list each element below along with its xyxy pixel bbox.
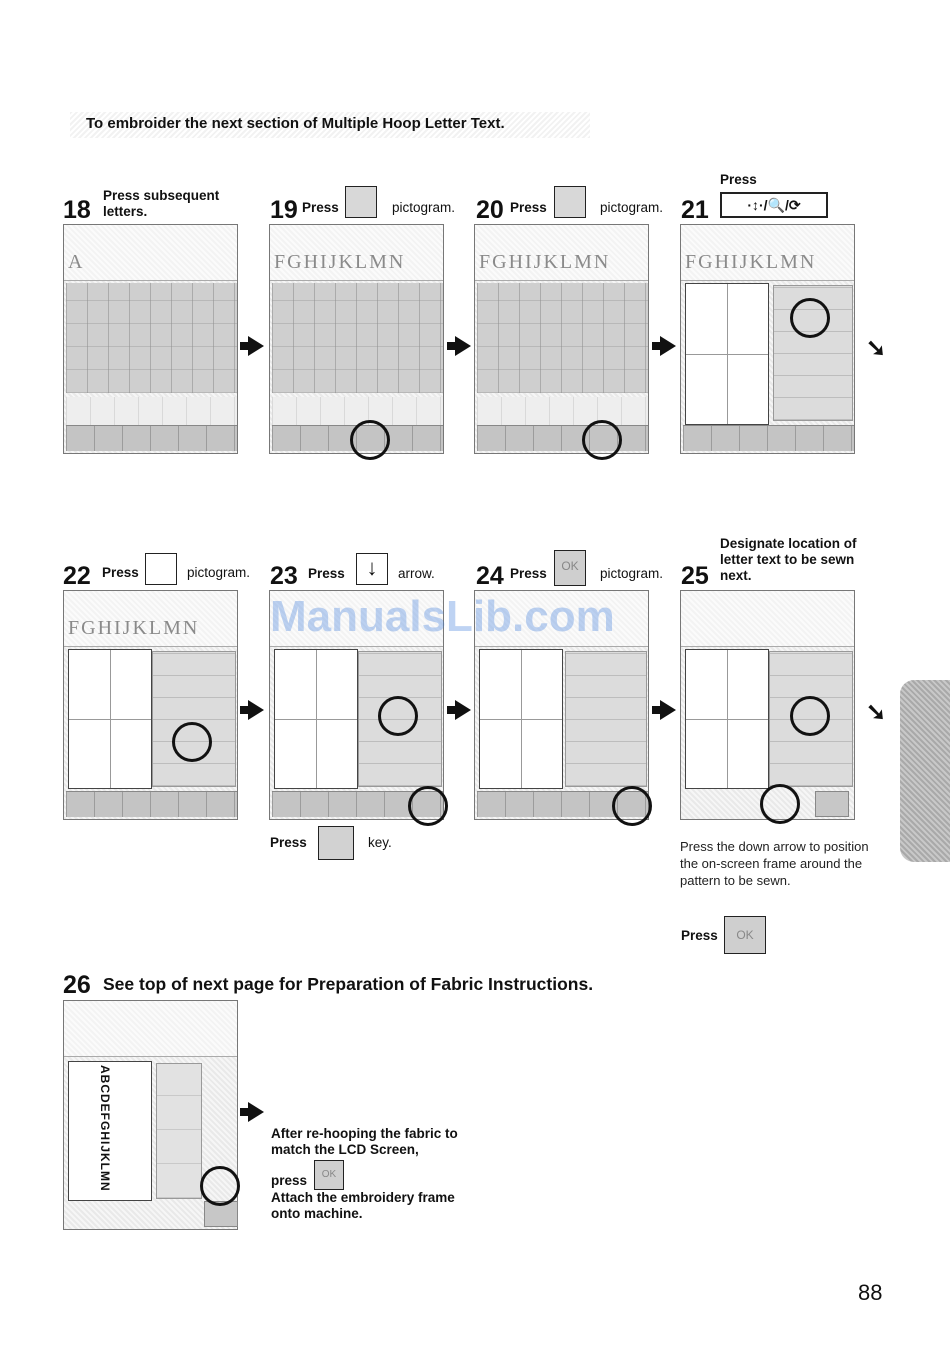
step-25-description: Press the down arrow to position the on-screen frame around the pattern to be sewn. (680, 839, 869, 888)
step-19-after: pictogram. (392, 200, 456, 215)
frame-move-pictogram-icon (145, 553, 177, 585)
lcd-text: FGHIJKLMN (274, 251, 406, 273)
highlight-circle (378, 696, 418, 736)
step-23-after: arrow. (398, 566, 435, 581)
step-26-after2: Attach the embroidery frame onto machine. (271, 1190, 455, 1221)
step-20-number: 20 (476, 196, 504, 224)
step-20-press: Press (510, 200, 547, 215)
down-arrow-button: ↓ (356, 553, 388, 585)
step-26-label: See top of next page for Preparation of Fabric Instructions. (103, 974, 594, 994)
arrow-right-icon (660, 700, 676, 720)
step-24-number: 24 (476, 562, 504, 590)
highlight-circle (790, 696, 830, 736)
move-pictogram-icon (554, 186, 586, 218)
arrow-right-icon (660, 336, 676, 356)
lcd-text: A (68, 251, 85, 273)
step-18-number: 18 (63, 196, 91, 224)
step-18-label: Press subsequent letters. (103, 188, 220, 219)
lcd-screen-22 (63, 590, 238, 820)
watermark: ManualsLib.com (270, 592, 615, 641)
step-22-press: Press (102, 565, 139, 580)
arrow-down-left-icon: ➘ (866, 699, 887, 726)
ok-button-icon: OK (314, 1160, 344, 1190)
arrow-down-left-icon: ➘ (866, 335, 887, 362)
lcd-screen-21 (680, 224, 855, 454)
ok-pictogram-icon: OK (554, 550, 586, 586)
step-23-sub-press: Press (270, 835, 307, 850)
step-19-number: 19 (270, 196, 298, 224)
arrow-right-icon (248, 700, 264, 720)
frame-letter-text: ABCDEFGHIJKLMN (98, 1065, 112, 1192)
step-20-after: pictogram. (600, 200, 664, 215)
step-25-number: 25 (681, 562, 709, 590)
step-25-press: Press (681, 928, 718, 943)
arrow-right-icon (248, 1102, 264, 1122)
highlight-circle (760, 784, 800, 824)
close-key-icon (318, 826, 354, 860)
lcd-screen-20 (474, 224, 649, 454)
arrow-right-icon (455, 336, 471, 356)
step-23-sub-after: key. (368, 835, 392, 850)
step-23-number: 23 (270, 562, 298, 590)
lcd-screen-19 (269, 224, 444, 454)
frame-pictogram-icon (345, 186, 377, 218)
highlight-circle (350, 420, 390, 460)
highlight-circle (612, 786, 652, 826)
step-24-press: Press (510, 566, 547, 581)
lcd-text: FGHIJKLMN (685, 251, 817, 273)
step-22-number: 22 (63, 562, 91, 590)
highlight-circle (790, 298, 830, 338)
step-19-press: Press (302, 200, 339, 215)
lcd-text: FGHIJKLMN (479, 251, 611, 273)
step-26-press: press (271, 1173, 308, 1188)
section-heading: To embroider the next section of Multiple Hoop Letter Text. (70, 112, 590, 138)
highlight-circle (408, 786, 448, 826)
highlight-circle (200, 1166, 240, 1206)
arrow-right-icon (455, 700, 471, 720)
step-25-label: Designate location of letter text to be sewn next. (720, 536, 857, 583)
step-21-number: 21 (681, 196, 709, 224)
ok-button-icon: OK (724, 916, 766, 954)
page-number: 88 (858, 1280, 883, 1305)
step-26-number: 26 (63, 971, 91, 999)
step-23-press: Press (308, 566, 345, 581)
step-21-press: Press (720, 172, 757, 187)
lcd-screen-18 (63, 224, 238, 454)
highlight-circle (172, 722, 212, 762)
highlight-circle (582, 420, 622, 460)
step-22-after: pictogram. (187, 565, 251, 580)
move-zoom-rotate-button: ·↕·/🔍/⟳ (720, 192, 828, 218)
arrow-right-icon (248, 336, 264, 356)
step-26-after1: After re-hooping the fabric to match the LCD Screen, (271, 1126, 458, 1157)
lcd-text: FGHIJKLMN (68, 617, 200, 639)
chapter-tab (900, 680, 950, 862)
lcd-screen-25 (680, 590, 855, 820)
step-24-after: pictogram. (600, 566, 664, 581)
